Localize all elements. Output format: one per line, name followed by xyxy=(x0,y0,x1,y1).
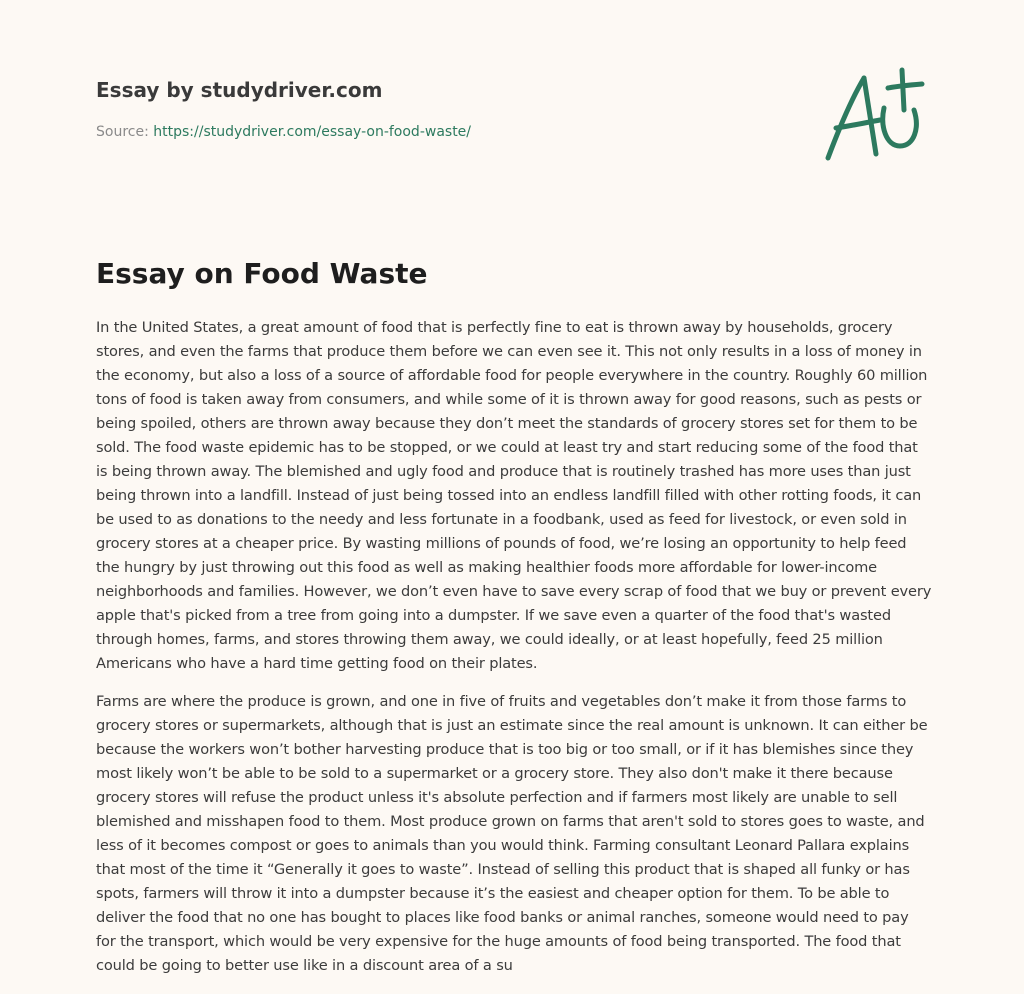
essay-title: Essay on Food Waste xyxy=(96,257,428,290)
essay-body xyxy=(96,316,932,992)
source-line xyxy=(96,122,796,142)
essay-paragraph: Farms are where the produce is grown, and one in five of fruits and vegetables don’t make it from those farms to grocery stores or supermarkets, although that is just an estimate since the real amount is unknown. It can either be because the workers won’t bother harvesting produce that is too big or too small, or if it has blemishes since they most likely won’t be able to be sold to a supermarket or a grocery store. They also don't make it there because grocery stores will refuse the product unless it's absolute perfection and if farmers most likely are unable to sell blemished and misshapen food to them. Most produce grown on farms that aren't sold to stores goes to waste, and less of it becomes compost or goes to animals than you would think. Farming consultant Leonard Pallara explains that most of the time it “Generally it goes to waste”. Instead of selling this product that is shaped all funky or has spots, farmers will throw it into a dumpster because it’s the easiest and cheaper option for them. To be able to deliver the food that no one has bought to places like food banks or animal ranches, someone would need to pay for the transport, which would be very expensive for the huge amounts of food being transported. The food that could be going to better use like in a discount area of a su xyxy=(96,693,928,974)
source-link[interactable]: https://studydriver.com/essay-on-food-waste/ xyxy=(153,124,472,140)
essay-paragraph: In the United States, a great amount of food that is perfectly fine to eat is thrown away by households, grocery stores, and even the farms that produce them before we can even see it. This not only results in a loss of money in the economy, but also a loss of a source of affordable food for people everywhere in the country. Roughly 60 million tons of food is taken away from consumers, and while some of it is thrown away for good reasons, such as pests or being spoiled, others are thrown away because they don’t meet the standards of grocery stores set for them to be sold. The food waste epidemic has to be stopped, or we could at least try and start reducing some of the food that is being thrown away. The blemished and ugly food and produce that is routinely trashed has more uses than just being thrown into a landfill. Instead of just being tossed into an endless landfill filled with other rotting foods, it can be used to as donations to the needy and less fortunate in a foodbank, used as feed for livestock, or even sold in grocery stores at a cheaper price. By wasting millions of pounds of food, we’re losing an opportunity to help feed the hungry by just throwing out this food as well as making healthier foods more affordable for lower-income neighborhoods and families. However, we don’t even have to save every scrap of food that we buy or prevent every apple that's picked from a tree from going into a dumpster. If we save even a quarter of the food that's wasted through homes, farms, and stores throwing them away, we could ideally, or at least hopefully, feed 25 million Americans who have a hard time getting food on their plates. xyxy=(96,319,932,672)
source-label: Source: xyxy=(96,124,149,140)
page-header xyxy=(96,76,796,142)
a-plus-icon xyxy=(818,66,928,166)
site-brand: Essay by studydriver.com xyxy=(96,78,383,102)
